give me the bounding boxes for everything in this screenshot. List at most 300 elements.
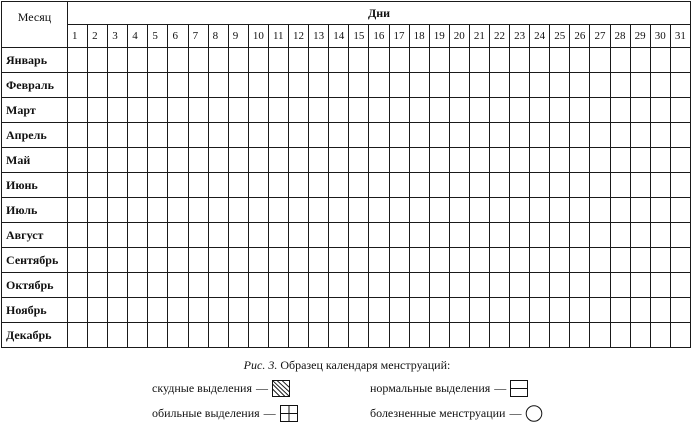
day-cell bbox=[128, 123, 148, 148]
day-cell bbox=[610, 248, 630, 273]
day-cell bbox=[329, 223, 349, 248]
day-cell bbox=[389, 123, 409, 148]
hatched-square-icon bbox=[272, 380, 290, 397]
day-number-row bbox=[2, 25, 691, 48]
day-cell bbox=[168, 223, 188, 248]
day-cell bbox=[630, 298, 650, 323]
day-cell bbox=[489, 323, 509, 348]
month-row bbox=[2, 323, 691, 348]
day-cell bbox=[449, 223, 469, 248]
day-cell bbox=[148, 198, 168, 223]
day-cell bbox=[630, 98, 650, 123]
day-cell bbox=[650, 323, 670, 348]
day-number-cell: 16 bbox=[369, 25, 389, 48]
day-cell bbox=[208, 323, 228, 348]
day-cell bbox=[108, 248, 128, 273]
day-cell bbox=[469, 98, 489, 123]
legend-label: нормальные выделения bbox=[370, 381, 491, 395]
day-cell bbox=[88, 298, 108, 323]
month-name-cell: Сентябрь bbox=[2, 248, 68, 273]
day-number-cell: 9 bbox=[228, 25, 248, 48]
day-cell bbox=[228, 198, 248, 223]
day-cell bbox=[88, 123, 108, 148]
day-cell bbox=[550, 173, 570, 198]
day-cell bbox=[168, 48, 188, 73]
day-cell bbox=[108, 123, 128, 148]
day-cell bbox=[469, 173, 489, 198]
figure-label: Рис. 3. bbox=[243, 358, 278, 372]
day-cell bbox=[268, 148, 288, 173]
day-cell bbox=[469, 198, 489, 223]
day-cell bbox=[590, 298, 610, 323]
day-cell bbox=[349, 323, 369, 348]
day-cell bbox=[148, 323, 168, 348]
day-cell bbox=[409, 123, 429, 148]
month-name-cell: Июль bbox=[2, 198, 68, 223]
day-cell bbox=[409, 73, 429, 98]
legend-dash: — bbox=[255, 381, 268, 395]
day-cell bbox=[329, 48, 349, 73]
day-cell bbox=[630, 148, 650, 173]
day-cell bbox=[309, 173, 329, 198]
day-cell bbox=[610, 48, 630, 73]
day-cell bbox=[449, 148, 469, 173]
month-row bbox=[2, 98, 691, 123]
day-cell bbox=[469, 73, 489, 98]
day-cell bbox=[369, 248, 389, 273]
day-number-cell: 15 bbox=[349, 25, 369, 48]
day-cell bbox=[429, 123, 449, 148]
day-cell bbox=[489, 48, 509, 73]
day-number-cell: 7 bbox=[188, 25, 208, 48]
day-cell bbox=[510, 273, 530, 298]
day-cell bbox=[409, 98, 429, 123]
day-cell bbox=[449, 48, 469, 73]
day-cell bbox=[128, 223, 148, 248]
figure-caption bbox=[0, 358, 694, 373]
day-cell bbox=[108, 273, 128, 298]
day-cell bbox=[88, 148, 108, 173]
day-cell bbox=[329, 323, 349, 348]
day-cell bbox=[168, 73, 188, 98]
day-cell bbox=[570, 98, 590, 123]
day-cell bbox=[329, 73, 349, 98]
day-cell bbox=[510, 298, 530, 323]
day-cell bbox=[670, 98, 690, 123]
day-cell bbox=[369, 273, 389, 298]
legend-dash: — bbox=[494, 381, 507, 395]
day-cell bbox=[88, 48, 108, 73]
month-row bbox=[2, 273, 691, 298]
day-cell bbox=[188, 248, 208, 273]
day-cell bbox=[570, 298, 590, 323]
day-cell bbox=[530, 248, 550, 273]
day-cell bbox=[128, 48, 148, 73]
day-cell bbox=[570, 198, 590, 223]
day-cell bbox=[228, 223, 248, 248]
day-cell bbox=[68, 248, 88, 273]
day-cell bbox=[389, 173, 409, 198]
day-cell bbox=[349, 298, 369, 323]
day-cell bbox=[670, 223, 690, 248]
day-cell bbox=[309, 298, 329, 323]
day-cell bbox=[309, 98, 329, 123]
legend-item-normal bbox=[370, 380, 528, 397]
day-cell bbox=[650, 123, 670, 148]
month-row bbox=[2, 248, 691, 273]
month-name-cell: Февраль bbox=[2, 73, 68, 98]
day-cell bbox=[248, 198, 268, 223]
day-cell bbox=[68, 73, 88, 98]
day-number-cell: 30 bbox=[650, 25, 670, 48]
day-number-cell: 24 bbox=[530, 25, 550, 48]
day-cell bbox=[248, 173, 268, 198]
day-cell bbox=[68, 173, 88, 198]
day-cell bbox=[268, 323, 288, 348]
month-name-cell: Октябрь bbox=[2, 273, 68, 298]
day-cell bbox=[590, 248, 610, 273]
day-cell bbox=[449, 198, 469, 223]
day-cell bbox=[188, 173, 208, 198]
day-cell bbox=[188, 323, 208, 348]
day-cell bbox=[610, 123, 630, 148]
day-cell bbox=[630, 323, 650, 348]
day-cell bbox=[570, 48, 590, 73]
day-cell bbox=[268, 198, 288, 223]
day-cell bbox=[349, 198, 369, 223]
day-cell bbox=[289, 198, 309, 223]
day-cell bbox=[309, 48, 329, 73]
day-cell bbox=[148, 48, 168, 73]
day-cell bbox=[208, 198, 228, 223]
day-cell bbox=[489, 98, 509, 123]
day-cell bbox=[670, 298, 690, 323]
day-cell bbox=[510, 223, 530, 248]
day-number-cell: 17 bbox=[389, 25, 409, 48]
day-cell bbox=[228, 73, 248, 98]
day-cell bbox=[289, 123, 309, 148]
day-cell bbox=[590, 323, 610, 348]
day-cell bbox=[469, 223, 489, 248]
day-cell bbox=[148, 148, 168, 173]
day-cell bbox=[550, 48, 570, 73]
day-number-cell: 28 bbox=[610, 25, 630, 48]
day-cell bbox=[530, 198, 550, 223]
day-cell bbox=[610, 273, 630, 298]
day-cell bbox=[510, 198, 530, 223]
day-cell bbox=[248, 48, 268, 73]
day-cell bbox=[148, 173, 168, 198]
legend-item-heavy bbox=[152, 405, 298, 422]
day-cell bbox=[369, 123, 389, 148]
day-cell bbox=[449, 298, 469, 323]
day-cell bbox=[68, 48, 88, 73]
day-cell bbox=[208, 73, 228, 98]
day-cell bbox=[208, 123, 228, 148]
day-cell bbox=[409, 273, 429, 298]
day-cell bbox=[268, 223, 288, 248]
day-cell bbox=[570, 148, 590, 173]
month-row bbox=[2, 198, 691, 223]
day-cell bbox=[248, 248, 268, 273]
day-cell bbox=[329, 198, 349, 223]
day-number-cell: 1 bbox=[68, 25, 88, 48]
day-cell bbox=[550, 248, 570, 273]
day-cell bbox=[128, 248, 148, 273]
month-name-cell: Ноябрь bbox=[2, 298, 68, 323]
month-name-cell: Июнь bbox=[2, 173, 68, 198]
day-cell bbox=[409, 323, 429, 348]
day-cell bbox=[309, 123, 329, 148]
day-cell bbox=[68, 273, 88, 298]
day-cell bbox=[268, 273, 288, 298]
day-cell bbox=[108, 298, 128, 323]
day-number-cell: 26 bbox=[570, 25, 590, 48]
day-cell bbox=[349, 98, 369, 123]
day-number-cell: 20 bbox=[449, 25, 469, 48]
day-cell bbox=[449, 73, 469, 98]
day-cell bbox=[289, 98, 309, 123]
day-cell bbox=[188, 48, 208, 73]
legend-dash: — bbox=[263, 406, 276, 420]
day-cell bbox=[228, 48, 248, 73]
day-cell bbox=[228, 273, 248, 298]
day-cell bbox=[88, 323, 108, 348]
day-cell bbox=[208, 98, 228, 123]
day-cell bbox=[429, 298, 449, 323]
day-cell bbox=[429, 48, 449, 73]
day-cell bbox=[188, 298, 208, 323]
month-name-cell: Январь bbox=[2, 48, 68, 73]
menstrual-calendar-table bbox=[1, 1, 691, 348]
legend-label: обильные выделения bbox=[152, 406, 260, 420]
day-cell bbox=[429, 323, 449, 348]
day-cell bbox=[148, 273, 168, 298]
day-cell bbox=[168, 273, 188, 298]
day-cell bbox=[630, 273, 650, 298]
day-cell bbox=[469, 248, 489, 273]
day-cell bbox=[510, 323, 530, 348]
day-cell bbox=[449, 173, 469, 198]
day-cell bbox=[510, 173, 530, 198]
day-cell bbox=[389, 298, 409, 323]
day-cell bbox=[309, 198, 329, 223]
day-cell bbox=[590, 48, 610, 73]
day-cell bbox=[248, 98, 268, 123]
day-cell bbox=[108, 148, 128, 173]
day-cell bbox=[309, 148, 329, 173]
day-cell bbox=[650, 198, 670, 223]
legend-label: скудные выделения bbox=[152, 381, 252, 395]
day-cell bbox=[570, 223, 590, 248]
day-cell bbox=[630, 248, 650, 273]
day-cell bbox=[248, 273, 268, 298]
day-cell bbox=[389, 248, 409, 273]
day-cell bbox=[268, 248, 288, 273]
day-cell bbox=[469, 48, 489, 73]
day-cell bbox=[510, 123, 530, 148]
day-cell bbox=[469, 273, 489, 298]
day-cell bbox=[510, 248, 530, 273]
day-cell bbox=[530, 123, 550, 148]
month-row bbox=[2, 223, 691, 248]
day-cell bbox=[630, 48, 650, 73]
day-cell bbox=[369, 98, 389, 123]
day-cell bbox=[289, 223, 309, 248]
day-cell bbox=[489, 73, 509, 98]
day-cell bbox=[309, 248, 329, 273]
day-cell bbox=[449, 123, 469, 148]
day-cell bbox=[289, 148, 309, 173]
month-name-cell: Август bbox=[2, 223, 68, 248]
day-cell bbox=[389, 273, 409, 298]
day-cell bbox=[570, 173, 590, 198]
day-cell bbox=[68, 198, 88, 223]
day-cell bbox=[429, 73, 449, 98]
day-cell bbox=[168, 123, 188, 148]
day-cell bbox=[590, 73, 610, 98]
day-cell bbox=[530, 148, 550, 173]
day-cell bbox=[248, 223, 268, 248]
day-cell bbox=[469, 323, 489, 348]
day-cell bbox=[228, 298, 248, 323]
day-cell bbox=[650, 73, 670, 98]
day-cell bbox=[188, 223, 208, 248]
month-column-header: Месяц bbox=[2, 2, 68, 48]
day-cell bbox=[349, 148, 369, 173]
day-cell bbox=[128, 148, 148, 173]
day-cell bbox=[248, 123, 268, 148]
day-cell bbox=[148, 123, 168, 148]
day-cell bbox=[88, 248, 108, 273]
day-cell bbox=[289, 323, 309, 348]
days-column-header: Дни bbox=[68, 2, 691, 25]
day-cell bbox=[409, 148, 429, 173]
day-cell bbox=[489, 223, 509, 248]
circle-icon bbox=[525, 405, 543, 422]
day-cell bbox=[369, 198, 389, 223]
day-cell bbox=[148, 248, 168, 273]
day-cell bbox=[248, 323, 268, 348]
day-cell bbox=[168, 248, 188, 273]
day-number-cell: 25 bbox=[550, 25, 570, 48]
day-cell bbox=[590, 198, 610, 223]
day-cell bbox=[268, 173, 288, 198]
day-cell bbox=[630, 123, 650, 148]
day-cell bbox=[148, 73, 168, 98]
day-number-cell: 3 bbox=[108, 25, 128, 48]
day-cell bbox=[469, 298, 489, 323]
day-cell bbox=[590, 98, 610, 123]
day-cell bbox=[349, 223, 369, 248]
day-cell bbox=[68, 123, 88, 148]
day-cell bbox=[329, 98, 349, 123]
legend-item-painful bbox=[370, 405, 543, 422]
day-cell bbox=[188, 273, 208, 298]
day-cell bbox=[409, 173, 429, 198]
day-cell bbox=[449, 273, 469, 298]
day-cell bbox=[128, 173, 148, 198]
day-cell bbox=[369, 148, 389, 173]
day-cell bbox=[208, 173, 228, 198]
day-cell bbox=[208, 48, 228, 73]
day-cell bbox=[248, 298, 268, 323]
day-number-cell: 21 bbox=[469, 25, 489, 48]
day-cell bbox=[208, 248, 228, 273]
day-cell bbox=[268, 98, 288, 123]
day-cell bbox=[429, 223, 449, 248]
day-cell bbox=[610, 173, 630, 198]
day-cell bbox=[530, 48, 550, 73]
day-cell bbox=[650, 48, 670, 73]
day-cell bbox=[369, 323, 389, 348]
day-number-cell: 6 bbox=[168, 25, 188, 48]
day-cell bbox=[610, 198, 630, 223]
month-row bbox=[2, 73, 691, 98]
day-cell bbox=[268, 298, 288, 323]
day-number-cell: 8 bbox=[208, 25, 228, 48]
day-cell bbox=[88, 98, 108, 123]
month-rows bbox=[2, 48, 691, 348]
day-cell bbox=[610, 323, 630, 348]
day-cell bbox=[188, 98, 208, 123]
day-number-cell: 23 bbox=[510, 25, 530, 48]
day-cell bbox=[268, 48, 288, 73]
day-cell bbox=[329, 248, 349, 273]
day-cell bbox=[369, 223, 389, 248]
month-name-cell: Декабрь bbox=[2, 323, 68, 348]
day-cell bbox=[389, 148, 409, 173]
day-cell bbox=[650, 273, 670, 298]
day-cell bbox=[489, 273, 509, 298]
day-cell bbox=[610, 223, 630, 248]
day-cell bbox=[409, 48, 429, 73]
day-cell bbox=[670, 273, 690, 298]
day-cell bbox=[289, 298, 309, 323]
day-cell bbox=[429, 198, 449, 223]
day-cell bbox=[550, 323, 570, 348]
day-cell bbox=[530, 223, 550, 248]
day-cell bbox=[389, 73, 409, 98]
day-cell bbox=[268, 73, 288, 98]
day-cell bbox=[530, 273, 550, 298]
day-cell bbox=[389, 98, 409, 123]
day-cell bbox=[128, 323, 148, 348]
day-cell bbox=[570, 248, 590, 273]
day-cell bbox=[128, 298, 148, 323]
day-cell bbox=[68, 223, 88, 248]
day-cell bbox=[88, 73, 108, 98]
month-row bbox=[2, 148, 691, 173]
month-row bbox=[2, 173, 691, 198]
day-cell bbox=[610, 98, 630, 123]
day-number-cell: 2 bbox=[88, 25, 108, 48]
day-cell bbox=[489, 248, 509, 273]
day-cell bbox=[128, 273, 148, 298]
day-cell bbox=[590, 173, 610, 198]
day-cell bbox=[670, 248, 690, 273]
day-cell bbox=[309, 223, 329, 248]
day-cell bbox=[449, 248, 469, 273]
day-cell bbox=[329, 298, 349, 323]
day-cell bbox=[449, 98, 469, 123]
day-cell bbox=[268, 123, 288, 148]
day-cell bbox=[289, 248, 309, 273]
day-cell bbox=[228, 123, 248, 148]
day-cell bbox=[510, 73, 530, 98]
day-cell bbox=[228, 248, 248, 273]
day-cell bbox=[148, 223, 168, 248]
